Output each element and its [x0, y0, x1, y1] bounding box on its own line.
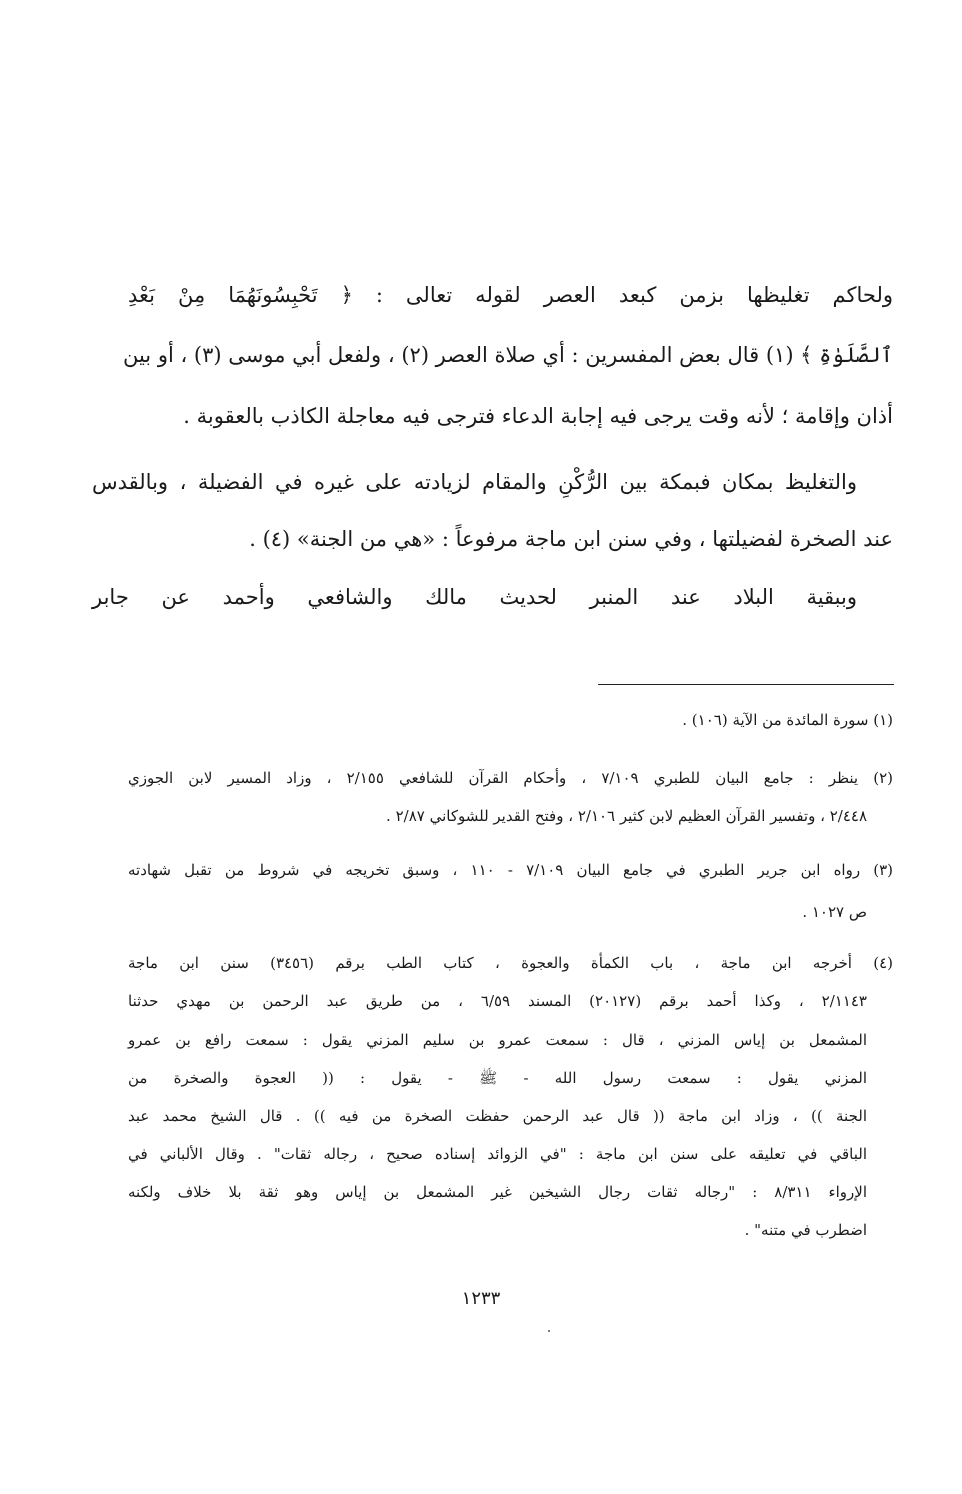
footnote-line: الإرواء ٨/٣١١ : "رجاله ثقات رجال الشيخين غير المشمعل بن إياس وهو ثقة بلا خلاف ولكنه: [128, 1183, 867, 1201]
main-text-line: أذان وإقامة ؛ لأنه وقت يرجى فيه إجابة الدعاء فترجى فيه معاجلة الكاذب بالعقوبة .: [183, 404, 893, 428]
footnote-line: الجنة )) ، وزاد ابن ماجة (( قال عبد الرحمن حفظت الصخرة من فيه )) . قال الشيخ محمد عبد: [128, 1107, 867, 1125]
footnote-line: (٢) ينظر : جامع البيان للطبري ٧/١٠٩ ، وأحكام القرآن للشافعي ٢/١٥٥ ، وزاد المسير لابن الجوزي: [128, 769, 893, 787]
footnote-line: (٣) رواه ابن جرير الطبري في جامع البيان ٧/١٠٩ - ١١٠ ، وسبق تخريجه في شروط من تقبل شهادته: [128, 861, 893, 879]
footnote-line: ٢/١١٤٣ ، وكذا أحمد برقم (٢٠١٢٧) المسند ٦/٥٩ ، من طريق عبد الرحمن بن مهدي حدثنا: [128, 992, 867, 1010]
footnote-line: (١) سورة المائدة من الآية (١٠٦) .: [682, 711, 893, 729]
main-text-line: وببقية البلاد عند المنبر لحديث مالك والشافعي وأحمد عن جابر: [92, 585, 857, 609]
main-text-line: عند الصخرة لفضيلتها ، وفي سنن ابن ماجة مرفوعاً : «هي من الجنة» (٤) .: [249, 527, 893, 551]
footnote-separator: [598, 684, 894, 685]
footnote-line: (٤) أخرجه ابن ماجة ، باب الكمأة والعجوة ، كتاب الطب برقم (٣٤٥٦) سنن ابن ماجة: [128, 954, 893, 972]
main-text-line: والتغليظ بمكان فبمكة بين الرُّكْنِ والمقام لزيادته على غيره في الفضيلة ، وبالقدس: [92, 470, 857, 494]
footnote-line: المزني يقول : سمعت رسول الله - ﷺ - يقول : (( العجوة والصخرة من: [128, 1069, 867, 1087]
footnote-line: الباقي في تعليقه على سنن ابن ماجة : "في الزوائد إسناده صحيح ، رجاله ثقات" . وقال الألباني في: [128, 1145, 867, 1163]
page-number: ١٢٣٣: [461, 1288, 501, 1309]
footnote-line: ٢/٤٤٨ ، وتفسير القرآن العظيم لابن كثير ٢/١٠٦ ، وفتح القدير للشوكاني ٢/٨٧ .: [386, 807, 867, 825]
footnote-line: اضطرب في متنه" .: [744, 1221, 867, 1239]
scan-speck: [548, 1330, 550, 1332]
main-text-line: ٱلصَّلَوٰةِ ﴾ (١) قال بعض المفسرين : أي صلاة العصر (٢) ، ولفعل أبي موسى (٣) ، أو بين: [122, 343, 893, 367]
main-text-line: ولحاكم تغليظها بزمن كبعد العصر لقوله تعالى : ﴿ تَحْبِسُونَهُمَا مِنْ بَعْدِ: [128, 283, 893, 307]
footnote-line: المشمعل بن إياس المزني ، قال : سمعت عمرو بن سليم المزني يقول : سمعت رافع بن عمرو: [128, 1031, 867, 1049]
footnote-line: ص ١٠٢٧ .: [802, 903, 867, 921]
